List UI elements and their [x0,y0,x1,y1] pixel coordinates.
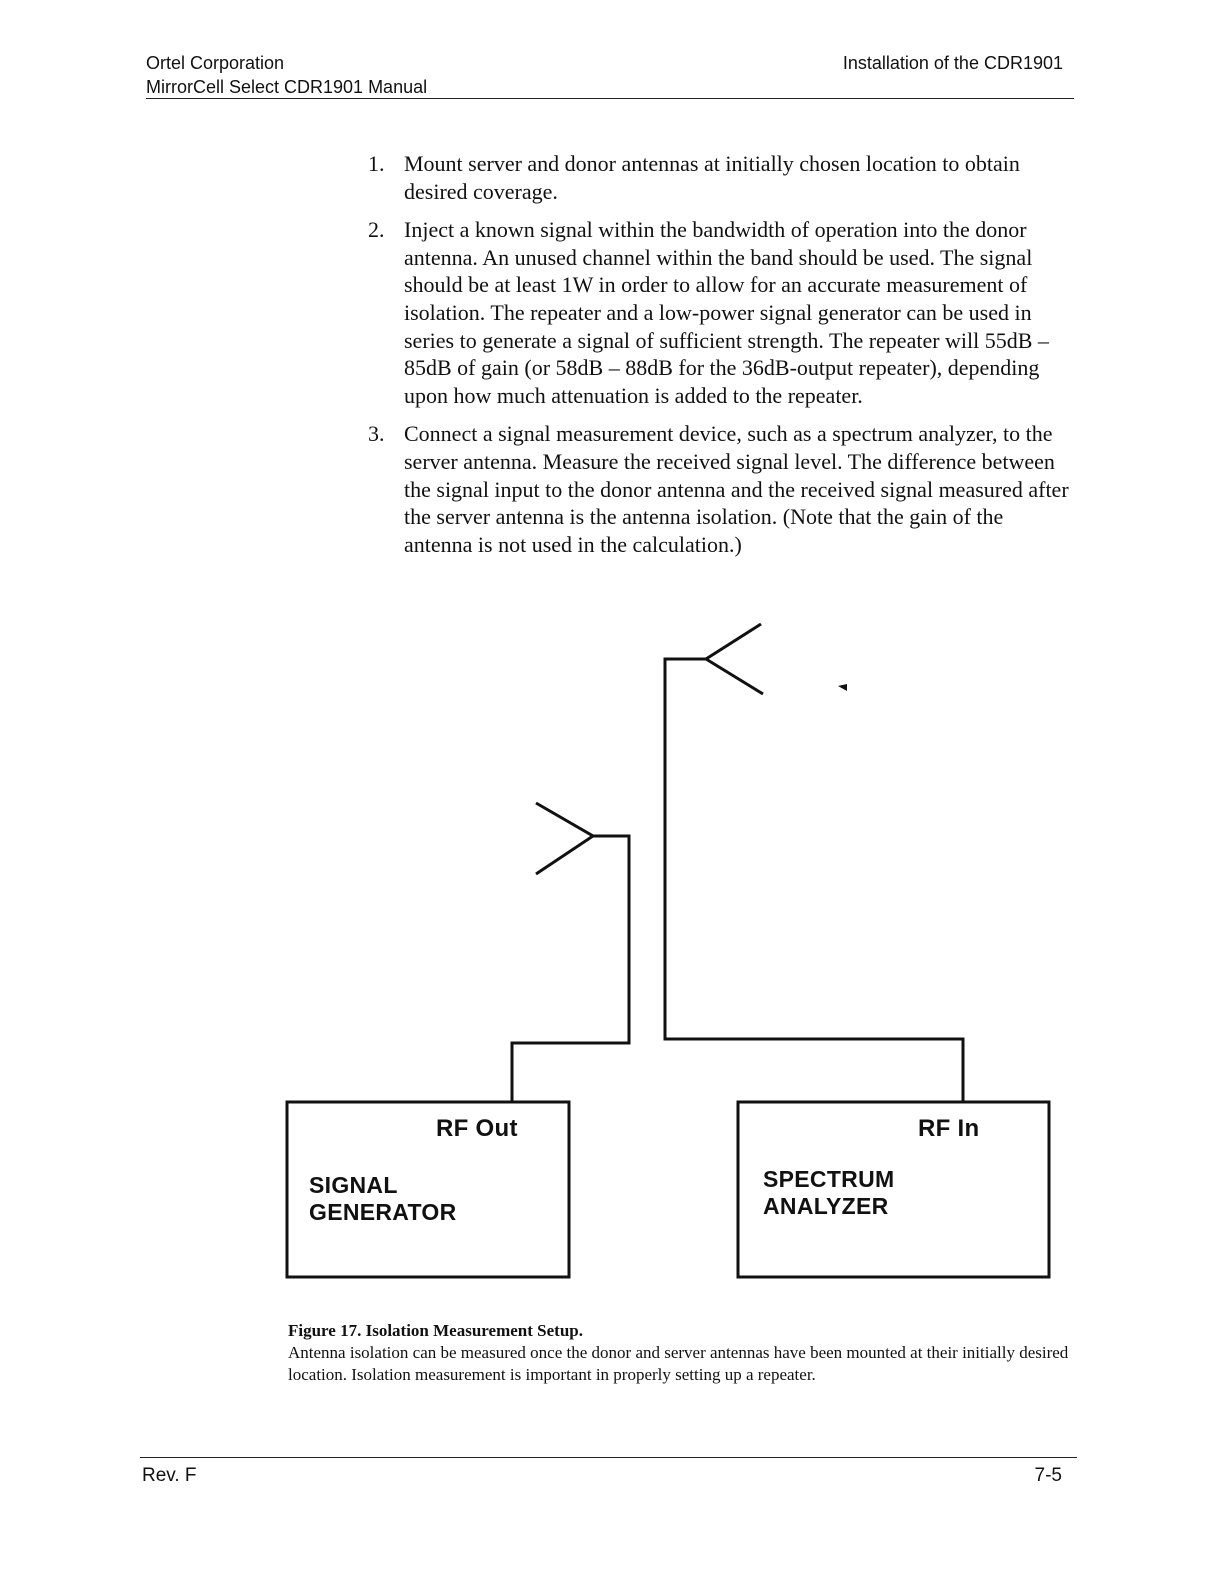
figure-caption-text: Antenna isolation can be measured once the donor and server antennas have been mounted at their initially desired location. Isolation measurement is important in properly setting up a repeater. [288,1343,1069,1384]
step-number: 2. [368,217,385,243]
figure-caption [288,1320,1078,1386]
spectrum-analyzer-label-line2: ANALYZER [763,1193,889,1219]
spectrum-analyzer-label [763,1166,894,1220]
signal-generator-label [309,1172,457,1226]
footer-revision: Rev. F [142,1465,197,1486]
step-text: Mount server and donor antennas at initially chosen location to obtain desired coverage. [404,151,1020,204]
header-company: Ortel Corporation [146,53,285,73]
step-number: 3. [368,421,385,447]
signal-generator-port-label: RF Out [436,1115,518,1142]
footer-page-number: 7-5 [1034,1465,1062,1486]
stray-mark [838,684,847,691]
spectrum-analyzer-label-line1: SPECTRUM [763,1166,895,1192]
server-antenna-cable [665,659,963,1102]
donor-antenna-cable [512,836,629,1102]
signal-generator-label-line1: SIGNAL [309,1172,398,1198]
server-antenna-icon [706,624,763,694]
donor-antenna-icon [536,803,593,874]
step-number: 1. [368,151,385,176]
header-manual-title: MirrorCell Select CDR1901 Manual [146,77,428,97]
spectrum-analyzer-port-label: RF In [918,1115,980,1142]
step-text: Connect a signal measurement device, such as a spectrum analyzer, to the server antenna. Measure the received signal level. The difference between the signal input to the donor antenna and the received signal measured after the server antenna is the antenna isolation. (Note that the gain of the antenna is not used in the calculation.) [404,421,1069,557]
figure-caption-title: Figure 17. Isolation Measurement Setup. [288,1321,583,1340]
signal-generator-label-line2: GENERATOR [309,1199,457,1225]
header-section-title: Installation of the CDR1901 [842,53,1063,73]
step-text: Inject a known signal within the bandwidth of operation into the donor antenna. An unused channel within the band should be used. The signal should be at least 1W in order to allow for an accurate measurement of isolation. The repeater and a low-power signal generator can be used in series to generate a signal of sufficient strength. The repeater will 55dB – 85dB of gain (or 58dB – 88dB for the 36dB-output repeater), depending upon how much attenuation is added to the repeater. [404,217,1049,408]
footer-rule [140,1457,1077,1458]
